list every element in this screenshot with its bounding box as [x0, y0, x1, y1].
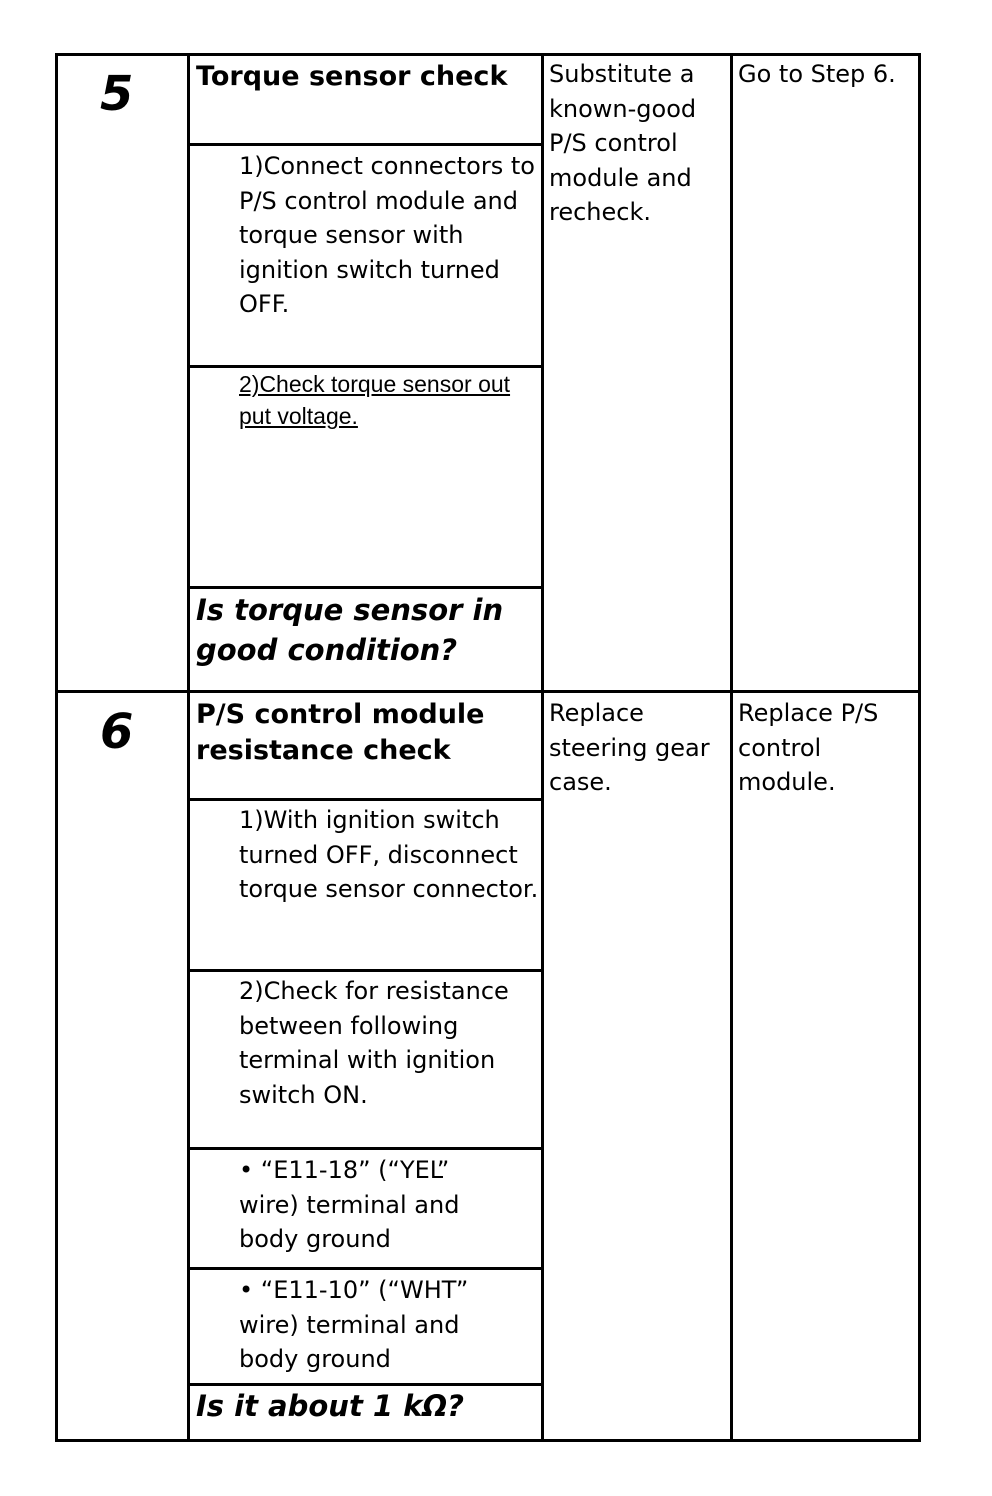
- row-divider: [189, 969, 544, 972]
- step-divider: [58, 690, 918, 693]
- step-heading: Torque sensor check: [196, 61, 508, 92]
- step-question: Is it about 1 kΩ?: [196, 1389, 464, 1423]
- no-action: Go to Step 6.: [738, 60, 896, 88]
- row-divider: [189, 1267, 544, 1270]
- troubleshooting-table: [55, 53, 921, 1442]
- yes-action: Substitute a known-good P/S control module and recheck.: [549, 60, 697, 226]
- procedure-item: 2)Check torque sensor out put voltage.: [239, 371, 511, 429]
- procedure-item: 1)With ignition switch turned OFF, disconnect torque sensor connector.: [239, 806, 539, 903]
- row-divider: [189, 798, 544, 801]
- column-divider: [541, 56, 544, 1439]
- terminal-item: • “E11-18” (“YEL” wire) terminal and body ground: [239, 1156, 460, 1253]
- procedure-item: 2)Check for resistance between following terminal with ignition switch ON.: [239, 977, 509, 1109]
- step-number: 5: [100, 66, 134, 122]
- row-divider: [189, 143, 544, 146]
- row-divider: [189, 1147, 544, 1150]
- step-heading: P/S control module resistance check: [196, 699, 485, 766]
- procedure-item: 1)Connect connectors to P/S control module and torque sensor with ignition switch turned OFF.: [239, 152, 535, 318]
- step-question: Is torque sensor in good condition?: [196, 593, 504, 667]
- step-number: 6: [100, 704, 134, 760]
- column-divider: [730, 56, 733, 1439]
- terminal-item: • “E11-10” (“WHT” wire) terminal and body ground: [239, 1276, 469, 1373]
- row-divider: [189, 586, 544, 589]
- yes-action: Replace steering gear case.: [549, 699, 710, 796]
- column-divider: [187, 56, 190, 1439]
- no-action: Replace P/S control module.: [738, 699, 879, 796]
